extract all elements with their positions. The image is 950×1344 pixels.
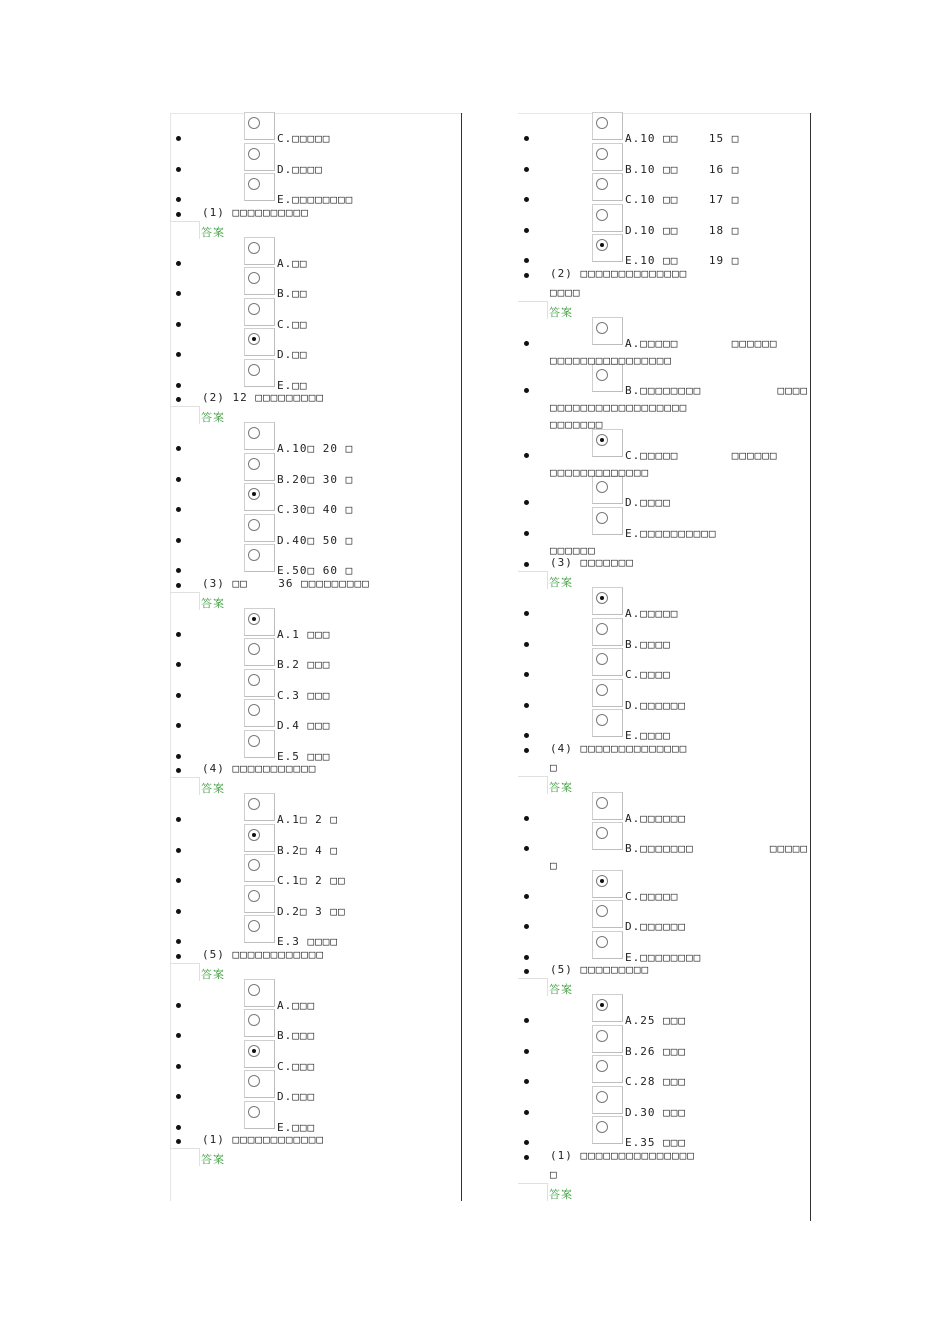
radio-unselected-icon: [596, 1060, 608, 1072]
radio-selected-icon: [596, 999, 608, 1011]
radio-unselected-icon: [248, 549, 260, 561]
answer-label: 答案: [201, 782, 225, 795]
radio-unselected-icon: [248, 303, 260, 315]
list-bullet: [524, 611, 529, 616]
list-bullet: [176, 1064, 181, 1069]
radio-option[interactable]: [244, 915, 275, 943]
option-label: C.10 □□ 17 □: [625, 193, 740, 206]
radio-option[interactable]: [244, 483, 275, 511]
option-label: E.□□□: [277, 1120, 316, 1134]
radio-unselected-icon: [596, 714, 608, 726]
left-column: [170, 0, 463, 1344]
list-bullet: [176, 583, 181, 588]
radio-option[interactable]: [592, 587, 623, 615]
list-bullet: [176, 261, 181, 266]
radio-unselected-icon: [596, 684, 608, 696]
radio-option[interactable]: [592, 679, 623, 707]
list-bullet: [524, 197, 529, 202]
list-bullet: [524, 167, 529, 172]
option-label-continued: □□□□□□□□□□□□□: [550, 465, 650, 479]
radio-option[interactable]: [592, 822, 623, 850]
radio-unselected-icon: [248, 1014, 260, 1026]
option-label: D.□□□: [277, 1090, 316, 1103]
radio-option[interactable]: [592, 792, 623, 820]
list-bullet: [524, 531, 529, 536]
list-bullet: [176, 507, 181, 512]
option-label: D.□□□□□□: [625, 698, 686, 712]
radio-option[interactable]: [592, 112, 623, 140]
radio-unselected-icon: [248, 735, 260, 747]
option-label: E.50□ 60 □: [277, 564, 354, 577]
radio-option[interactable]: [592, 900, 623, 928]
option-label: D.□□□□□□: [625, 920, 686, 933]
list-bullet: [176, 538, 181, 543]
radio-option[interactable]: [244, 453, 275, 481]
answer-box: [518, 776, 548, 794]
radio-selected-icon: [248, 613, 260, 625]
list-bullet: [176, 939, 181, 944]
radio-unselected-icon: [248, 242, 260, 254]
answer-label: 答案: [549, 983, 573, 996]
option-label-continued: □: [550, 859, 558, 872]
radio-unselected-icon: [248, 859, 260, 871]
radio-unselected-icon: [596, 369, 608, 381]
list-bullet: [176, 1003, 181, 1008]
radio-unselected-icon: [248, 519, 260, 531]
option-label: A.10 □□ 15 □: [625, 132, 740, 145]
option-label: E.□□□□□□□□: [277, 193, 354, 206]
radio-option[interactable]: [244, 1070, 275, 1098]
option-label: B.2□ 4 □: [277, 843, 338, 857]
radio-selected-icon: [248, 488, 260, 500]
column-right-border: [461, 113, 462, 1201]
radio-option[interactable]: [592, 364, 623, 392]
list-bullet: [524, 1140, 529, 1145]
option-label: E.5 □□□: [277, 749, 331, 763]
radio-unselected-icon: [596, 1121, 608, 1133]
answer-label: 答案: [549, 576, 573, 589]
list-bullet: [176, 878, 181, 883]
list-bullet: [524, 924, 529, 929]
radio-option[interactable]: [244, 824, 275, 852]
radio-unselected-icon: [248, 427, 260, 439]
radio-option[interactable]: [592, 1025, 623, 1053]
radio-option[interactable]: [592, 1086, 623, 1114]
option-label-continued: □□□□□□: [550, 543, 596, 557]
option-label: D.□□□□: [625, 496, 671, 509]
list-bullet: [176, 632, 181, 637]
option-label: A.□□□□□ □□□□□□: [625, 336, 778, 350]
list-bullet: [524, 1018, 529, 1023]
answer-label: 答案: [549, 780, 573, 794]
radio-option[interactable]: [244, 1040, 275, 1068]
list-bullet: [524, 894, 529, 899]
radio-unselected-icon: [248, 178, 260, 190]
option-label: C.3 □□□: [277, 688, 331, 702]
answer-label: 答案: [201, 1153, 225, 1166]
radio-option[interactable]: [244, 422, 275, 450]
list-bullet: [524, 258, 529, 263]
radio-option[interactable]: [592, 317, 623, 345]
list-bullet: [176, 954, 181, 959]
list-bullet: [524, 703, 529, 708]
option-label: D.4 □□□: [277, 719, 331, 732]
option-label: E.3 □□□□: [277, 935, 338, 948]
answer-box: [170, 592, 200, 610]
list-bullet: [176, 212, 181, 217]
radio-unselected-icon: [248, 798, 260, 810]
question-stem: (1) □□□□□□□□□□□□: [202, 1133, 324, 1146]
question-stem: (1) □□□□□□□□□□: [202, 205, 309, 219]
column-top-border: [170, 113, 463, 114]
right-column: [518, 0, 812, 1344]
list-bullet: [176, 662, 181, 667]
option-label: B.□□□□□□□□ □□□□: [625, 384, 808, 397]
list-bullet: [176, 848, 181, 853]
option-label: B.26 □□□: [625, 1044, 686, 1058]
radio-option[interactable]: [244, 793, 275, 821]
list-bullet: [176, 446, 181, 451]
radio-unselected-icon: [248, 272, 260, 284]
option-label: B.20□ 30 □: [277, 472, 354, 486]
radio-option[interactable]: [592, 931, 623, 959]
radio-option[interactable]: [592, 429, 623, 457]
option-label: A.1□ 2 □: [277, 813, 338, 826]
radio-option[interactable]: [244, 638, 275, 666]
radio-option[interactable]: [592, 173, 623, 201]
radio-unselected-icon: [248, 920, 260, 932]
answer-box: [170, 1148, 200, 1166]
list-bullet: [524, 1079, 529, 1084]
radio-unselected-icon: [248, 1106, 260, 1118]
option-label: E.□□: [277, 378, 308, 392]
radio-option[interactable]: [592, 234, 623, 262]
list-bullet: [176, 909, 181, 914]
radio-option[interactable]: [244, 143, 275, 171]
radio-unselected-icon: [248, 458, 260, 470]
option-label: B.10 □□ 16 □: [625, 162, 740, 176]
answer-label: 答案: [201, 967, 225, 981]
radio-option[interactable]: [592, 618, 623, 646]
option-label: A.1 □□□: [277, 627, 331, 641]
list-bullet: [176, 136, 181, 141]
question-stem: (4) □□□□□□□□□□□□□□ □: [550, 741, 688, 774]
option-label: C.□□□□□ □□□□□□: [625, 448, 778, 462]
radio-unselected-icon: [248, 643, 260, 655]
option-label: D.30 □□□: [625, 1105, 686, 1119]
option-label: C.□□: [277, 317, 308, 331]
option-label: B.□□□: [277, 1029, 316, 1042]
radio-unselected-icon: [248, 984, 260, 996]
radio-unselected-icon: [596, 148, 608, 160]
answer-box: [518, 301, 548, 319]
radio-option[interactable]: [244, 669, 275, 697]
list-bullet: [524, 846, 529, 851]
option-label-continued: □□□□□□□□□□□□□□□□: [550, 353, 672, 367]
radio-option[interactable]: [592, 1116, 623, 1144]
option-label: C.30□ 40 □: [277, 503, 354, 516]
option-label: B.□□□□: [625, 637, 671, 651]
option-label: E.□□□□□□□□□□: [625, 526, 717, 540]
list-bullet: [524, 748, 529, 753]
radio-option[interactable]: [592, 204, 623, 232]
radio-unselected-icon: [596, 178, 608, 190]
radio-option[interactable]: [244, 885, 275, 913]
answer-box: [170, 777, 200, 795]
radio-selected-icon: [248, 333, 260, 345]
option-label-continued: □□□□□□□□□□□□□□□□□□: [550, 401, 688, 414]
option-label: A.□□□: [277, 998, 316, 1012]
list-bullet: [176, 383, 181, 388]
list-bullet: [176, 322, 181, 327]
option-label: A.25 □□□: [625, 1014, 686, 1027]
answer-box: [170, 406, 200, 424]
question-stem: (3) □□□□□□□: [550, 556, 634, 569]
question-stem: (3) □□ 36 □□□□□□□□□: [202, 576, 370, 590]
option-label: D.□□□□: [277, 162, 323, 176]
answer-label: 答案: [549, 1187, 573, 1201]
radio-unselected-icon: [248, 1075, 260, 1087]
answer-box: [518, 571, 548, 589]
list-bullet: [176, 723, 181, 728]
option-label: E.□□□□□□□□: [625, 950, 702, 964]
option-label: C.1□ 2 □□: [277, 874, 346, 887]
radio-selected-icon: [596, 592, 608, 604]
radio-option[interactable]: [592, 1055, 623, 1083]
list-bullet: [176, 167, 181, 172]
option-label: E.□□□□: [625, 729, 671, 742]
radio-selected-icon: [596, 434, 608, 446]
option-label: B.□□: [277, 287, 308, 300]
column-right-border: [810, 113, 811, 1221]
radio-unselected-icon: [248, 148, 260, 160]
list-bullet: [176, 1094, 181, 1099]
radio-option[interactable]: [244, 328, 275, 356]
radio-unselected-icon: [596, 512, 608, 524]
column-left-border: [170, 113, 171, 1201]
radio-option[interactable]: [592, 870, 623, 898]
answer-label: 答案: [201, 596, 225, 610]
radio-option[interactable]: [244, 298, 275, 326]
list-bullet: [176, 754, 181, 759]
radio-unselected-icon: [596, 322, 608, 334]
radio-option[interactable]: [244, 730, 275, 758]
option-label: A.□□□□□: [625, 607, 679, 620]
list-bullet: [524, 816, 529, 821]
list-bullet: [176, 1139, 181, 1144]
list-bullet: [524, 341, 529, 346]
list-bullet: [524, 500, 529, 505]
answer-box: [518, 1183, 548, 1201]
radio-unselected-icon: [596, 797, 608, 809]
radio-unselected-icon: [248, 674, 260, 686]
answer-box: [170, 221, 200, 239]
radio-option[interactable]: [244, 514, 275, 542]
radio-option[interactable]: [244, 608, 275, 636]
radio-option[interactable]: [244, 359, 275, 387]
radio-unselected-icon: [596, 623, 608, 635]
option-label: B.2 □□□: [277, 658, 331, 671]
list-bullet: [176, 477, 181, 482]
list-bullet: [524, 1155, 529, 1160]
list-bullet: [176, 1125, 181, 1130]
list-bullet: [524, 733, 529, 738]
radio-option[interactable]: [592, 709, 623, 737]
radio-unselected-icon: [248, 117, 260, 129]
radio-selected-icon: [596, 875, 608, 887]
option-label: D.2□ 3 □□: [277, 904, 346, 918]
radio-option[interactable]: [244, 173, 275, 201]
radio-unselected-icon: [248, 890, 260, 902]
radio-unselected-icon: [596, 117, 608, 129]
list-bullet: [524, 955, 529, 960]
list-bullet: [524, 562, 529, 567]
list-bullet: [524, 1049, 529, 1054]
list-bullet: [176, 397, 181, 402]
option-label: E.35 □□□: [625, 1136, 686, 1149]
radio-unselected-icon: [596, 936, 608, 948]
radio-unselected-icon: [248, 704, 260, 716]
option-label: C.□□□: [277, 1059, 316, 1073]
option-label: D.10 □□ 18 □: [625, 223, 740, 237]
radio-unselected-icon: [596, 905, 608, 917]
list-bullet: [176, 197, 181, 202]
list-bullet: [524, 1110, 529, 1115]
radio-option[interactable]: [244, 979, 275, 1007]
radio-unselected-icon: [596, 481, 608, 493]
radio-option[interactable]: [592, 994, 623, 1022]
option-label: D.□□: [277, 348, 308, 361]
answer-label: 答案: [201, 225, 225, 239]
list-bullet: [524, 388, 529, 393]
radio-selected-icon: [248, 829, 260, 841]
option-label-continued: □□□□□□□: [550, 418, 604, 431]
option-label: C.□□□□□: [277, 132, 331, 145]
answer-box: [518, 978, 548, 996]
answer-label: 答案: [549, 305, 573, 319]
radio-option[interactable]: [592, 476, 623, 504]
list-bullet: [524, 453, 529, 458]
option-label: C.28 □□□: [625, 1075, 686, 1088]
radio-option[interactable]: [592, 507, 623, 535]
list-bullet: [524, 969, 529, 974]
radio-option[interactable]: [244, 544, 275, 572]
radio-option[interactable]: [592, 143, 623, 171]
radio-option[interactable]: [244, 854, 275, 882]
list-bullet: [176, 291, 181, 296]
list-bullet: [176, 817, 181, 822]
answer-label: 答案: [201, 411, 225, 424]
radio-selected-icon: [248, 1045, 260, 1057]
option-label: C.□□□□: [625, 668, 671, 681]
option-label: E.10 □□ 19 □: [625, 254, 740, 267]
option-label: A.10□ 20 □: [277, 442, 354, 455]
option-label: B.□□□□□□□ □□□□□: [625, 842, 808, 855]
list-bullet: [176, 352, 181, 357]
question-stem: (2) 12 □□□□□□□□□: [202, 391, 324, 404]
radio-option[interactable]: [592, 648, 623, 676]
radio-unselected-icon: [596, 1030, 608, 1042]
question-stem: (5) □□□□□□□□□: [550, 963, 650, 976]
question-stem: (4) □□□□□□□□□□□: [202, 762, 317, 775]
option-label: A.□□□□□□: [625, 811, 686, 825]
column-top-border: [518, 113, 812, 114]
question-stem: (2) □□□□□□□□□□□□□□ □□□□: [550, 266, 688, 299]
radio-option[interactable]: [244, 237, 275, 265]
list-bullet: [176, 1033, 181, 1038]
question-stem: (5) □□□□□□□□□□□□: [202, 947, 324, 961]
list-bullet: [524, 273, 529, 278]
list-bullet: [176, 568, 181, 573]
option-label: A.□□: [277, 256, 308, 270]
option-label: D.40□ 50 □: [277, 533, 354, 547]
answer-box: [170, 963, 200, 981]
list-bullet: [524, 642, 529, 647]
radio-selected-icon: [596, 239, 608, 251]
list-bullet: [524, 672, 529, 677]
radio-unselected-icon: [596, 653, 608, 665]
radio-unselected-icon: [596, 209, 608, 221]
option-label: C.□□□□□: [625, 889, 679, 903]
radio-option[interactable]: [244, 699, 275, 727]
list-bullet: [176, 768, 181, 773]
list-bullet: [524, 136, 529, 141]
radio-unselected-icon: [248, 364, 260, 376]
radio-unselected-icon: [596, 827, 608, 839]
radio-option[interactable]: [244, 267, 275, 295]
radio-option[interactable]: [244, 1009, 275, 1037]
list-bullet: [524, 228, 529, 233]
radio-option[interactable]: [244, 112, 275, 140]
question-stem: (1) □□□□□□□□□□□□□□□ □: [550, 1148, 695, 1181]
radio-unselected-icon: [596, 1091, 608, 1103]
list-bullet: [176, 693, 181, 698]
radio-option[interactable]: [244, 1101, 275, 1129]
